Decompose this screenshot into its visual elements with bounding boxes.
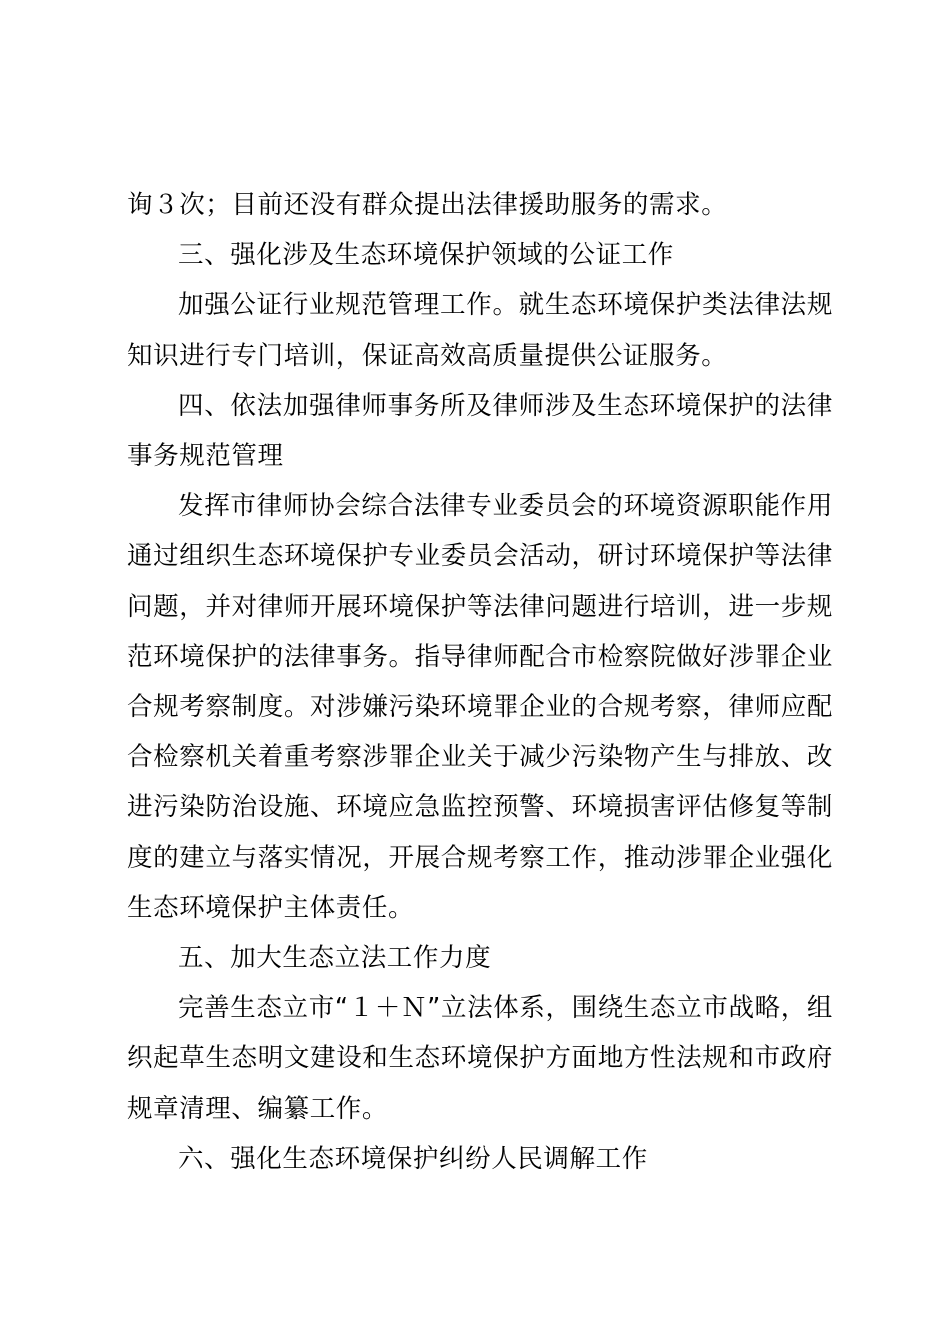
paragraph-lawyers: 发挥市律师协会综合法律专业委员会的环境资源职能作用通过组织生态环境保护专业委员会活动，研讨环境保护等法律问题，并对律师开展环境保护等法律问题进行培训，进一步规范环境保护的法律事务。指导律师配合市检察院做好涉罪企业合规考察制度。对涉嫌污染环境罪企业的合规考察，律师应配合检察机关着重考察涉罪企业关于减少污染物产生与排放、改进污染防治设施、环境应急监控预警、环境损害评估修复等制度的建立与落实情况，开展合规考察工作，推动涉罪企业强化生态环境保护主体责任。 (127, 491, 833, 923)
section-heading-6: 六、强化生态环境保护纠纷人民调解工作 (178, 1143, 648, 1174)
section-heading-5: 五、加大生态立法工作力度 (178, 943, 492, 974)
paragraph-legislation: 完善生态立市“１＋Ｎ”立法体系，围绕生态立市战略，组织起草生态明文建设和生态环境保护方面地方性法规和市政府规章清理、编纂工作。 (127, 993, 833, 1124)
paragraph-notary: 加强公证行业规范管理工作。就生态环境保护类法律法规知识进行专门培训，保证高效高质量提供公证服务。 (127, 290, 833, 371)
paragraph-continuation: 询３次；目前还没有群众提出法律援助服务的需求。 (127, 190, 728, 220)
section-heading-4: 四、依法加强律师事务所及律师涉及生态环境保护的法律事务规范管理 (127, 390, 833, 472)
document-body (127, 180, 833, 1184)
section-heading-3: 三、强化涉及生态环境保护领域的公证工作 (178, 240, 674, 271)
